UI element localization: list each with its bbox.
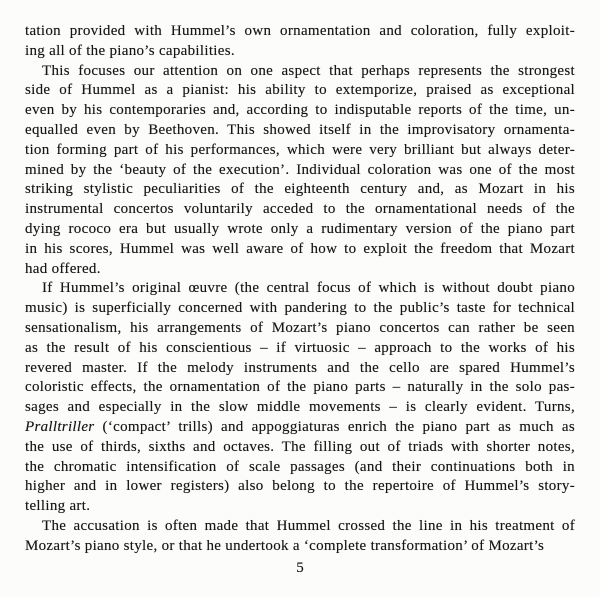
text-line: coloristic effects, the ornamentation of the piano parts – naturally in the solo pas- bbox=[25, 379, 575, 396]
text-line: mined by the ‘beauty of the execution’. Individual coloration was one of the most bbox=[25, 161, 575, 178]
text-line: sages and especially in the slow middle movements – is clearly evident. Turns, bbox=[25, 399, 575, 416]
text-line: the use of thirds, sixths and octaves. The filling out of triads with shorter notes, bbox=[25, 438, 575, 455]
text-line: Mozart’s piano style, or that he undertook a ‘complete transformation’ of Mozart’s bbox=[25, 537, 545, 554]
text-line: side of Hummel as a pianist: his ability to extemporize, praised as exceptional bbox=[25, 82, 575, 99]
paragraph bbox=[25, 517, 575, 557]
text-line: tion forming part of his performances, which were very brilliant but always deter- bbox=[25, 141, 575, 158]
page-number: 5 bbox=[296, 560, 304, 576]
text-line: had offered. bbox=[25, 260, 101, 277]
line-segment: (‘compact’ trills) and appoggiaturas enrich the piano part as much as bbox=[94, 418, 575, 435]
text-line: dying rococo era but usually wrote only a rudimentary version of the piano part bbox=[25, 220, 575, 237]
text-line: ing all of the piano’s capabilities. bbox=[25, 42, 235, 59]
text-line: as the result of his conscientious – if virtuosic – approach to the works of his bbox=[25, 339, 575, 356]
text-line: even by his contemporaries and, according to indisputable reports of the time, un- bbox=[25, 102, 575, 119]
paragraph bbox=[25, 62, 575, 280]
text-line: If Hummel’s original œuvre (the central focus of which is without doubt piano bbox=[42, 280, 575, 297]
paragraph bbox=[25, 279, 575, 517]
text-line: telling art. bbox=[25, 498, 91, 515]
text-line: tation provided with Hummel’s own ornamentation and coloration, fully exploit- bbox=[25, 23, 575, 39]
text-line: striking stylistic peculiarities of the eighteenth century and, as Mozart in his bbox=[25, 181, 575, 198]
text-line: the chromatic intensification of scale passages (and their continuations both in bbox=[25, 458, 575, 475]
text-line: higher and in lower registers) also belong to the repertoire of Hummel’s story- bbox=[25, 478, 575, 495]
paragraph bbox=[25, 22, 575, 62]
page-text bbox=[25, 22, 575, 557]
text-line: equalled even by Beethoven. This showed itself in the improvisatory ornamenta- bbox=[25, 121, 575, 138]
italic-term: Pralltriller bbox=[25, 418, 95, 435]
text-line: This focuses our attention on one aspect that perhaps represents the strongest bbox=[42, 62, 575, 79]
text-line bbox=[25, 418, 575, 438]
text-line: sensationalism, his arrangements of Mozart’s piano concertos can rather be seen bbox=[25, 319, 575, 336]
text-line: instrumental concertos voluntarily acceded to the ornamentational needs of the bbox=[25, 201, 575, 218]
text-line: The accusation is often made that Hummel crossed the line in his treatment of bbox=[42, 517, 575, 534]
text-line: music) is superficially concerned with pandering to the public’s taste for technical bbox=[25, 300, 575, 317]
text-line: in his scores, Hummel was well aware of how to exploit the freedom that Mozart bbox=[25, 240, 575, 257]
text-line: revered master. If the melody instruments and the cello are spared Hummel’s bbox=[25, 359, 575, 376]
